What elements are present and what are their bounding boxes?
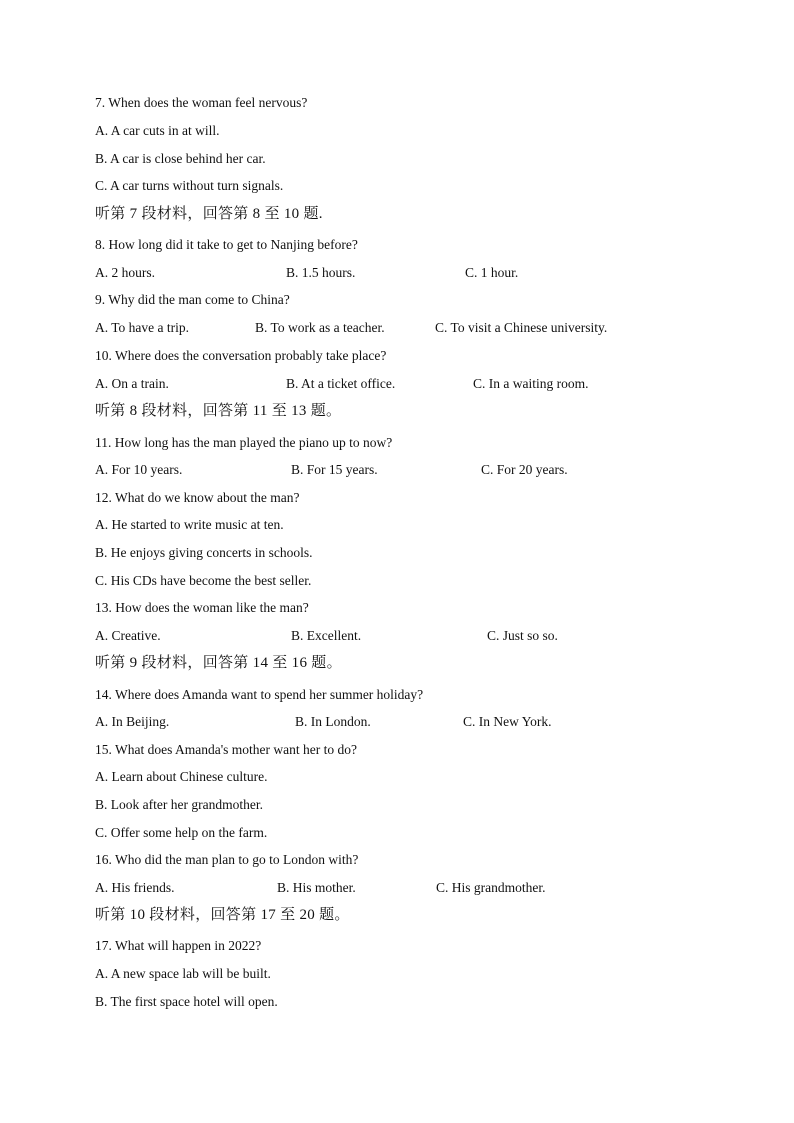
question-16-option-c: C. His grandmother.: [436, 880, 546, 895]
question-14-option-c: C. In New York.: [463, 714, 552, 729]
question-16-option-a: A. His friends.: [95, 880, 175, 895]
question-13-option-a: A. Creative.: [95, 628, 161, 643]
question-7-option-b: B. A car is close behind her car.: [95, 151, 266, 166]
question-9: 9. Why did the man come to China?: [95, 292, 290, 307]
question-12-option-c: C. His CDs have become the best seller.: [95, 573, 312, 588]
question-8-option-c: C. 1 hour.: [465, 265, 519, 280]
question-9-option-b: B. To work as a teacher.: [255, 320, 385, 335]
question-9-option-c: C. To visit a Chinese university.: [435, 320, 608, 335]
section-heading-passage-10: 听第 10 段材料，回答第 17 至 20 题。: [95, 907, 350, 923]
question-10-option-b: B. At a ticket office.: [286, 376, 396, 391]
question-14-option-b: B. In London.: [295, 714, 371, 729]
question-12-option-b: B. He enjoys giving concerts in schools.: [95, 545, 313, 560]
question-8: 8. How long did it take to get to Nanjing before?: [95, 237, 358, 252]
section-heading-passage-7: 听第 7 段材料，回答第 8 至 10 题.: [95, 206, 323, 222]
section-heading-passage-8: 听第 8 段材料，回答第 11 至 13 题。: [95, 403, 342, 419]
question-12: 12. What do we know about the man?: [95, 490, 300, 505]
section-heading-passage-9: 听第 9 段材料，回答第 14 至 16 题。: [95, 655, 342, 671]
question-16-option-b: B. His mother.: [277, 880, 356, 895]
question-10: 10. Where does the conversation probably take place?: [95, 348, 387, 363]
question-13: 13. How does the woman like the man?: [95, 600, 309, 615]
question-13-option-c: C. Just so so.: [487, 628, 558, 643]
question-11-option-a: A. For 10 years.: [95, 462, 183, 477]
question-11: 11. How long has the man played the piano up to now?: [95, 435, 393, 450]
question-15-option-c: C. Offer some help on the farm.: [95, 825, 268, 840]
question-14-option-a: A. In Beijing.: [95, 714, 170, 729]
question-17-option-a: A. A new space lab will be built.: [95, 966, 271, 981]
question-7-option-c: C. A car turns without turn signals.: [95, 178, 284, 193]
question-15: 15. What does Amanda's mother want her to do?: [95, 742, 357, 757]
question-17: 17. What will happen in 2022?: [95, 938, 262, 953]
question-15-option-b: B. Look after her grandmother.: [95, 797, 263, 812]
question-10-option-c: C. In a waiting room.: [473, 376, 589, 391]
question-10-option-a: A. On a train.: [95, 376, 169, 391]
question-17-option-b: B. The first space hotel will open.: [95, 994, 278, 1009]
question-13-option-b: B. Excellent.: [291, 628, 362, 643]
question-12-option-a: A. He started to write music at ten.: [95, 517, 284, 532]
question-8-option-a: A. 2 hours.: [95, 265, 155, 280]
question-11-option-b: B. For 15 years.: [291, 462, 378, 477]
question-7: 7. When does the woman feel nervous?: [95, 95, 308, 110]
question-15-option-a: A. Learn about Chinese culture.: [95, 769, 268, 784]
question-8-option-b: B. 1.5 hours.: [286, 265, 356, 280]
question-7-option-a: A. A car cuts in at will.: [95, 123, 220, 138]
question-11-option-c: C. For 20 years.: [481, 462, 568, 477]
question-9-option-a: A. To have a trip.: [95, 320, 190, 335]
question-16: 16. Who did the man plan to go to London with?: [95, 852, 359, 867]
question-14: 14. Where does Amanda want to spend her summer holiday?: [95, 687, 424, 702]
